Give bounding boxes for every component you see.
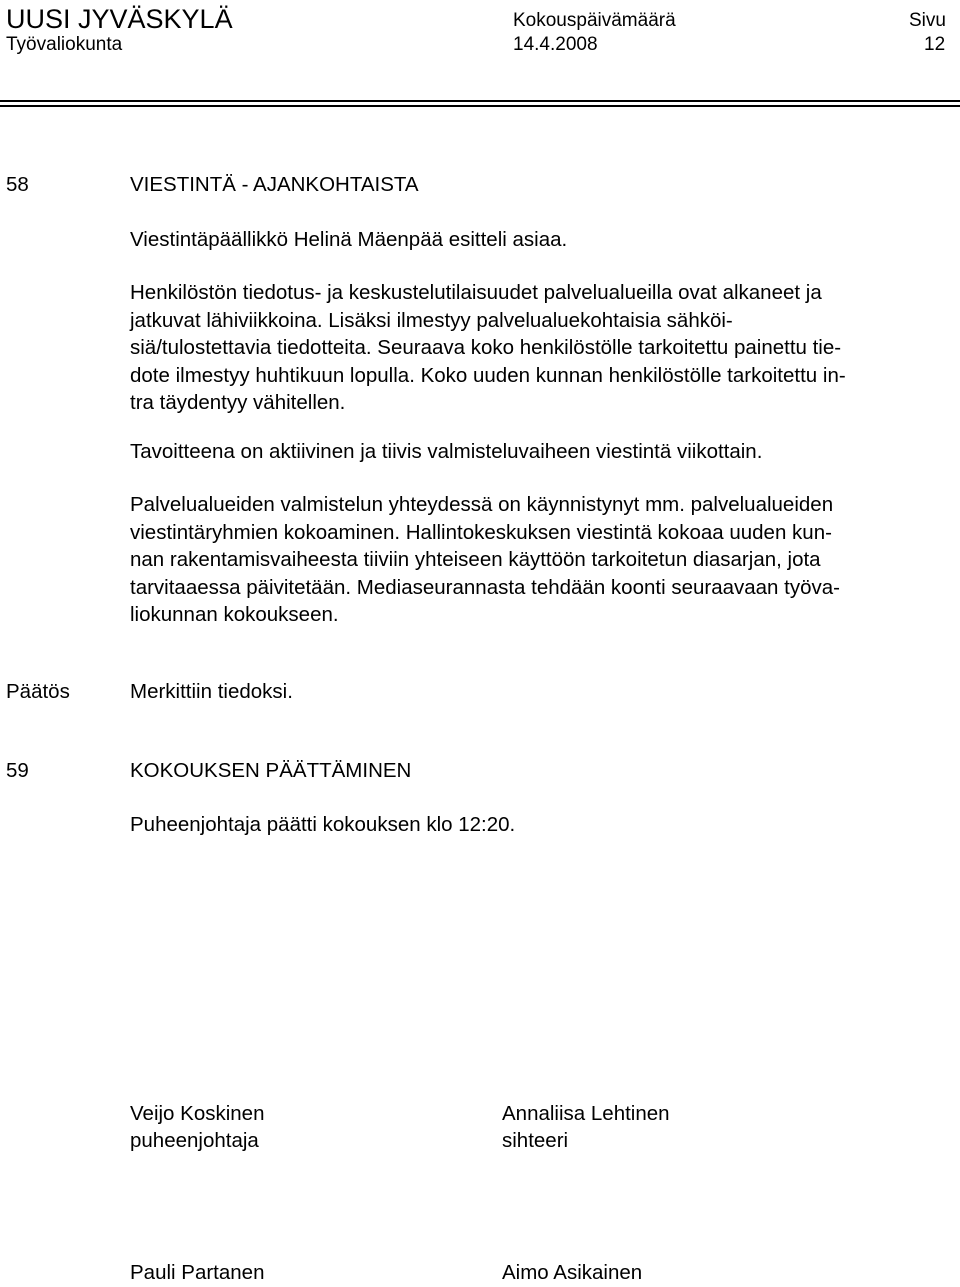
paragraph-line: siä/tulostettavia tiedotteita. Seuraava koko henkilöstölle tarkoitettu painettu tie-	[130, 336, 842, 359]
meeting-date-label: Kokouspäivämäärä	[513, 10, 676, 31]
signature-role: sihteeri	[502, 1129, 569, 1152]
paragraph-line: tarvitaaessa päivitetään. Mediaseurannasta tehdään koonti seuraavaan työva-	[130, 575, 840, 599]
section-number: 59	[6, 759, 29, 782]
intro-text: Viestintäpäällikkö Helinä Mäenpää esitteli asiaa.	[130, 228, 568, 251]
paragraph-line: liokunnan kokoukseen.	[130, 603, 339, 626]
paragraph-line: nan rakentamisvaiheesta tiiviin yhteiseen käyttöön tarkoitetun diasarjan, jota	[130, 548, 821, 571]
paragraph-1	[130, 279, 930, 417]
decision-label: Päätös	[6, 680, 70, 703]
paragraph-line: viestintäryhmien kokoaminen. Hallintokeskuksen viestintä kokoaa uuden kun-	[130, 520, 832, 544]
paragraph-line: tra täydentyy vähitellen.	[130, 391, 346, 414]
header-rule-top	[0, 100, 960, 102]
section-number: 58	[6, 173, 29, 196]
committee-name: Työvaliokunta	[6, 34, 123, 55]
paragraph-line: jatkuvat lähiviikkoina. Lisäksi ilmestyy palvelualuekohtaisia sähköi-	[130, 308, 733, 332]
signature-name: Pauli Partanen	[130, 1261, 265, 1284]
signature-role: puheenjohtaja	[130, 1129, 259, 1152]
paragraph-line: Henkilöstön tiedotus- ja keskustelutilaisuudet palvelualueilla ovat alkaneet ja	[130, 281, 822, 304]
meeting-date: 14.4.2008	[513, 34, 598, 55]
signature-name: Annaliisa Lehtinen	[502, 1102, 670, 1125]
paragraph-3	[130, 491, 930, 629]
decision-text: Merkittiin tiedoksi.	[130, 680, 293, 703]
org-name: UUSI JYVÄSKYLÄ	[6, 4, 233, 34]
paragraph-line: dote ilmestyy huhtikuun lopulla. Koko uuden kunnan henkilöstölle tarkoitettu in-	[130, 363, 846, 387]
closing-text: Puheenjohtaja päätti kokouksen klo 12:20.	[130, 813, 516, 836]
signature-name: Veijo Koskinen	[130, 1102, 265, 1125]
section-title: VIESTINTÄ - AJANKOHTAISTA	[130, 173, 419, 196]
section-title: KOKOUKSEN PÄÄTTÄMINEN	[130, 759, 412, 782]
paragraph-line: Palvelualueiden valmistelun yhteydessä on käynnistynyt mm. palvelualueiden	[130, 493, 834, 516]
signature-name: Aimo Asikainen	[502, 1261, 643, 1284]
page-label: Sivu	[909, 10, 946, 31]
header-rule-bottom	[0, 105, 960, 107]
paragraph-2: Tavoitteena on aktiivinen ja tiivis valmisteluvaiheen viestintä viikottain.	[130, 440, 763, 463]
page-number: 12	[924, 34, 946, 55]
